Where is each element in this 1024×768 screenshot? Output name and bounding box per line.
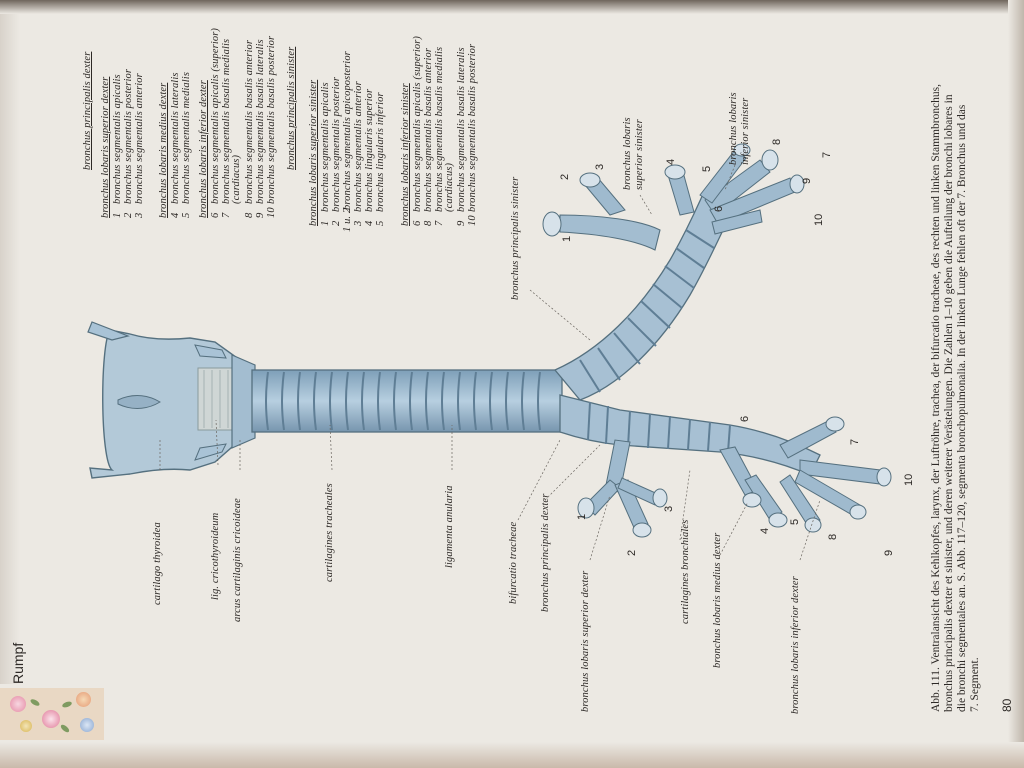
legend-item: 5bronchus segmentalis medialis — [181, 71, 192, 218]
right-seg-4: 4 — [759, 527, 771, 534]
right-seg-8: 8 — [827, 533, 839, 540]
label-bifurcatio-tracheae: bifurcatio tracheae — [508, 521, 519, 604]
section-header: Rumpf — [10, 642, 26, 684]
left-seg-7: 7 — [821, 151, 833, 158]
legend-item: (cardiacus) — [231, 154, 242, 204]
legend-item: 3bronchus segmentalis anterior — [134, 73, 145, 218]
legend-item: 7bronchus segmentalis basalis medialis — [434, 46, 445, 226]
legend-item: 2bronchus segmentalis posterior — [123, 68, 134, 218]
label-bronchus-principalis-sinister: bronchus principalis sinister — [510, 176, 521, 300]
caption-line-1: Abb. 111. Ventralansicht des Kehlkopfes, larynx, der Luftröhre, trachea, der bifurcatio tracheae, des rechten und linken Stammbronchus, — [930, 83, 942, 712]
legend-item: 10bronchus segmentalis basalis posterior — [266, 35, 277, 218]
left-seg-10: 10 — [813, 213, 825, 226]
left-seg-3: 3 — [594, 163, 606, 170]
legend-item: (cardiacus) — [444, 162, 455, 212]
legend-right-upper-title: bronchus lobaris superior dexter — [100, 76, 111, 218]
legend-item: 4bronchus segmentalis lateralis — [170, 72, 181, 218]
left-seg-4: 4 — [665, 158, 677, 165]
label-bronchus-principalis-dexter: bronchus principalis dexter — [540, 493, 551, 612]
legend-item: 1bronchus segmentalis apicalis — [320, 82, 331, 226]
label-bronchus-lobaris-inferior-sinister-2: inferior sinister — [740, 97, 751, 165]
label-lig-cricothyroideum: lig. cricothyroideum — [210, 512, 221, 600]
larynx — [88, 322, 255, 478]
left-seg-5: 5 — [701, 165, 713, 172]
label-cartilagines-tracheales: cartilagines tracheales — [324, 483, 335, 582]
right-seg-2: 2 — [626, 549, 638, 556]
label-bronchus-lobaris-superior-sinister-2: superior sinister — [634, 119, 645, 190]
caption-line-2: bronchus principalis dexter et sinister, und deren weiterer Verästelungen. Die Zahlen 1–10 geben die Aufteilung der bronchi lobares in — [943, 94, 955, 712]
label-bronchus-lobaris-inferior-sinister-1: bronchus lobaris — [728, 92, 739, 165]
legend-item: 1 u. 2bronchus segmentalis apicoposterior — [342, 51, 353, 232]
trachea — [252, 370, 562, 432]
left-seg-2: 2 — [559, 173, 571, 180]
right-seg-9: 9 — [883, 549, 895, 556]
label-cartilagines-bronchiales: cartilagines bronchiales — [680, 519, 691, 624]
caption-line-3: die bronchi segmentales an. S. Abb. 117–120, segmenta bronchopulmonalia. In der linken Lunge fehlen oft der 7. Bronchus und das — [956, 104, 968, 712]
legend-item: 6bronchus segmentalis apicalis (superior) — [210, 28, 221, 218]
legend-item: 5bronchus lingularis inferior — [375, 92, 386, 226]
right-seg-5: 5 — [789, 518, 801, 525]
legend-item: 8bronchus segmentalis basalis anterior — [423, 47, 434, 226]
right-seg-6: 6 — [739, 415, 751, 422]
legend-principal-right: bronchus principalis dexter — [82, 51, 93, 170]
label-bronchus-lobaris-superior-dexter: bronchus lobaris superior dexter — [580, 570, 591, 712]
label-bronchus-lobaris-inferior-dexter: bronchus lobaris inferior dexter — [790, 576, 801, 714]
right-main-bronchus — [560, 395, 891, 537]
label-cartilago-thyroidea: cartilago thyroidea — [152, 522, 163, 605]
legend-item: 2bronchus segmentalis posterior — [331, 76, 342, 226]
legend-right-lower-title: bronchus lobaris inferior dexter — [198, 80, 209, 218]
legend-item: 1bronchus segmentalis apicalis — [112, 74, 123, 218]
left-main-bronchus — [543, 144, 804, 400]
legend-item: 3bronchus segmentalis anterior — [353, 81, 364, 226]
legend-item: 8bronchus segmentalis basalis anterior — [244, 39, 255, 218]
legend-item: 9bronchus segmentalis basalis lateralis — [255, 39, 266, 218]
label-bronchus-lobaris-superior-sinister-1: bronchus lobaris — [622, 117, 633, 190]
legend-right-middle-title: bronchus lobaris medius dexter — [158, 82, 169, 218]
right-seg-10: 10 — [903, 473, 915, 486]
legend-principal-left: bronchus principalis sinister — [286, 46, 297, 170]
right-seg-1: 1 — [576, 513, 588, 520]
left-seg-8: 8 — [771, 138, 783, 145]
legend-left-upper-title: bronchus lobaris superior sinister — [308, 79, 319, 226]
page-number: 80 — [1000, 698, 1014, 712]
legend-left-lower-title: bronchus lobaris inferior sinister — [400, 83, 411, 226]
legend-item: 4bronchus lingularis superior — [364, 88, 375, 226]
label-bronchus-lobaris-medius-dexter: bronchus lobaris medius dexter — [712, 532, 723, 668]
label-arcus-cricoideae: arcus cartilaginis cricoideae — [232, 498, 243, 622]
legend-item: 9bronchus segmentalis basalis lateralis — [456, 47, 467, 226]
legend-item: 6bronchus segmentalis apicalis (superior) — [412, 36, 423, 226]
legend-item: 10bronchus segmentalis basalis posterior — [467, 43, 478, 226]
left-seg-6: 6 — [713, 205, 725, 212]
left-seg-1: 1 — [561, 235, 573, 242]
right-seg-3: 3 — [663, 505, 675, 512]
right-seg-7: 7 — [849, 438, 861, 445]
caption-line-4: 7. Segment. — [969, 657, 981, 712]
left-seg-9: 9 — [801, 177, 813, 184]
label-ligamenta-anularia: ligamenta anularia — [444, 485, 455, 568]
legend-item: 7bronchus segmentalis basalis medialis — [221, 38, 232, 218]
